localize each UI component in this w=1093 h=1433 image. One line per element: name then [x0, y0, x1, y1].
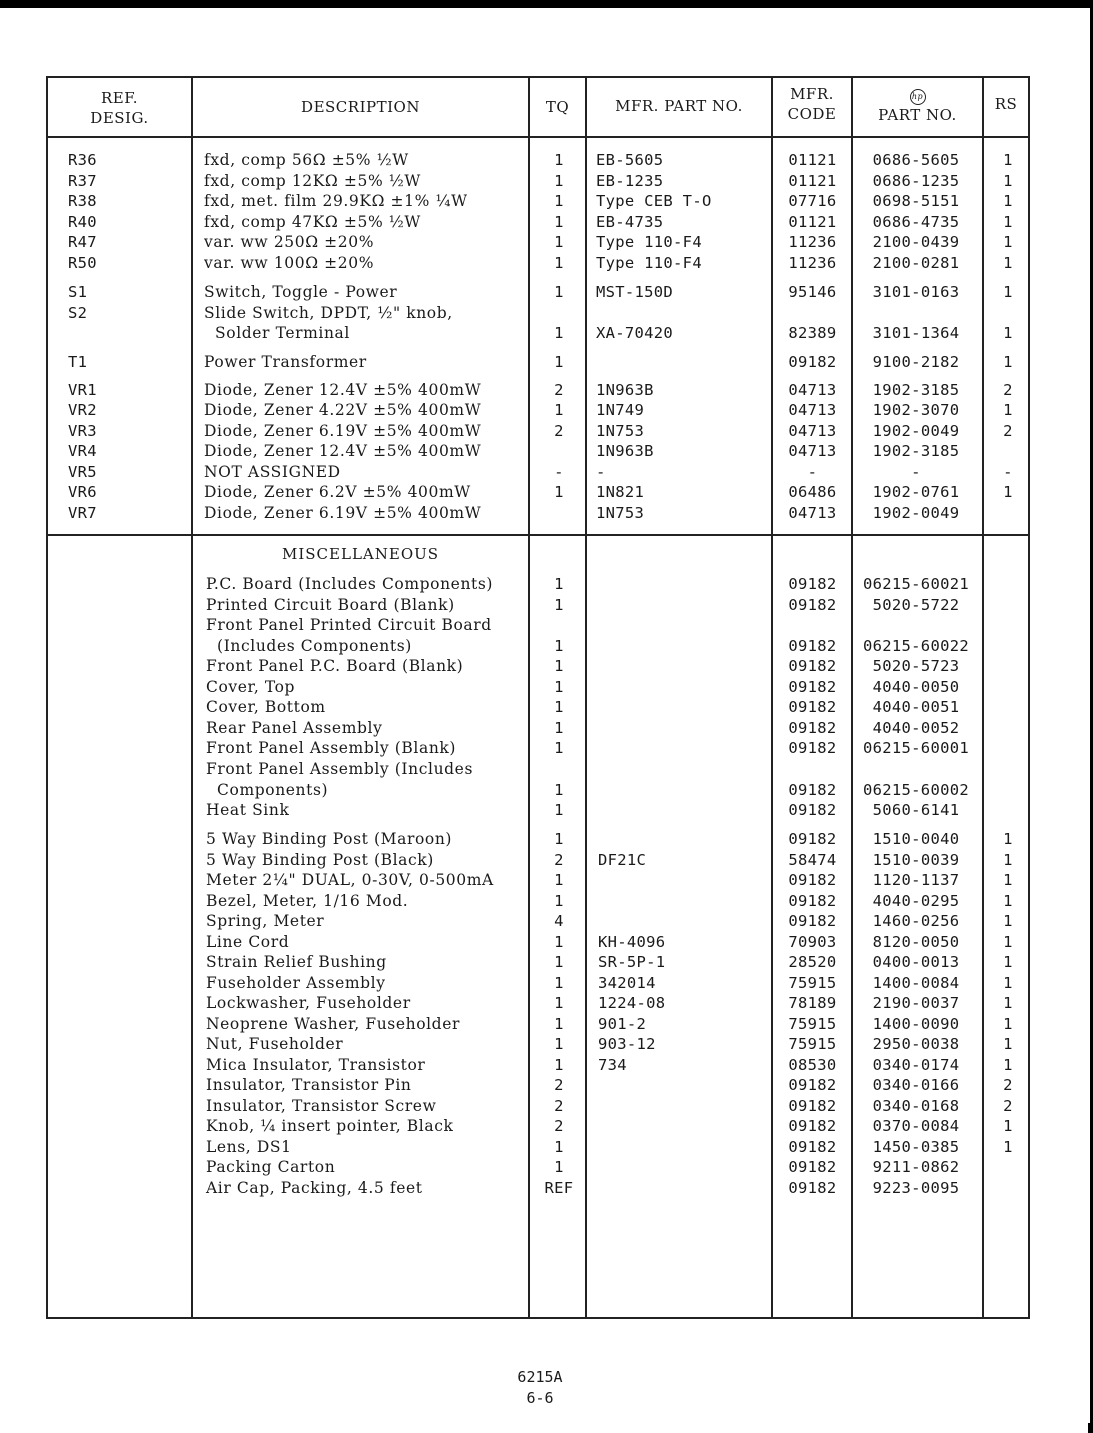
hp-part-number: 9223-0095	[872, 1179, 960, 1197]
header-divider	[46, 136, 1030, 138]
mfr-code: 04713	[788, 422, 837, 440]
mfr-part-number: EB-5605	[596, 151, 664, 169]
part-description: Spring, Meter	[206, 912, 325, 930]
mfr-code: 09182	[788, 698, 837, 716]
header-rs: RS	[994, 95, 1018, 113]
part-description: Nut, Fuseholder	[206, 1035, 344, 1053]
mfr-code: 09182	[788, 871, 837, 889]
mfr-part-number: Type CEB T-O	[596, 192, 712, 210]
column-divider	[528, 76, 530, 1319]
ref-desig: VR6	[68, 483, 97, 501]
misc-section-title: MISCELLANEOUS	[282, 545, 440, 563]
recommended-spares: 1	[1003, 1117, 1013, 1135]
part-description: 5 Way Binding Post (Black)	[206, 851, 434, 869]
total-quantity: 1	[554, 324, 564, 342]
recommended-spares: 1	[1003, 151, 1013, 169]
total-quantity: 1	[554, 698, 564, 716]
ref-desig: R40	[68, 213, 97, 231]
part-description: Bezel, Meter, 1/16 Mod.	[206, 892, 409, 910]
part-description: Air Cap, Packing, 4.5 feet	[206, 1179, 423, 1197]
mfr-code: 04713	[788, 401, 837, 419]
mfr-part-number: Type 110-F4	[596, 254, 702, 272]
hp-part-number: 3101-1364	[872, 324, 960, 342]
hp-part-number: 2100-0439	[872, 233, 960, 251]
hp-part-number: 06215-60021	[863, 575, 969, 593]
part-description: Switch, Toggle - Power	[204, 283, 398, 301]
part-description: var. ww 250Ω ±20%	[204, 233, 375, 251]
recommended-spares: 1	[1003, 994, 1013, 1012]
total-quantity: 1	[554, 830, 564, 848]
mfr-code: 75915	[788, 1015, 837, 1033]
part-description: Cover, Bottom	[206, 698, 326, 716]
total-quantity: 1	[554, 719, 564, 737]
hp-part-number: 06215-60022	[863, 637, 969, 655]
ref-desig: R37	[68, 172, 97, 190]
header-tq: TQ	[545, 98, 570, 116]
footer-page-number: 6-6	[526, 1389, 554, 1407]
mfr-part-number: 1N753	[596, 504, 645, 522]
part-description: Front Panel P.C. Board (Blank)	[206, 657, 464, 675]
hp-part-number: 0400-0013	[872, 953, 960, 971]
hp-part-number: 1400-0090	[872, 1015, 960, 1033]
header-description: DESCRIPTION	[301, 98, 420, 116]
hp-part-number: 1510-0040	[872, 830, 960, 848]
part-description: Printed Circuit Board (Blank)	[206, 596, 455, 614]
part-description: Meter 2¼" DUAL, 0-30V, 0-500mA	[206, 871, 494, 889]
recommended-spares: 1	[1003, 851, 1013, 869]
total-quantity: 1	[554, 1056, 564, 1074]
total-quantity: 1	[554, 1035, 564, 1053]
recommended-spares: 2	[1003, 381, 1013, 399]
hp-part-number: 4040-0050	[872, 678, 960, 696]
hp-part-number: 0686-4735	[872, 213, 960, 231]
part-description: Fuseholder Assembly	[206, 974, 386, 992]
part-description: Diode, Zener 12.4V ±5% 400mW	[204, 381, 482, 399]
mfr-part-number: 1224-08	[598, 994, 666, 1012]
mfr-code: 08530	[788, 1056, 837, 1074]
header-mfr-code	[773, 84, 851, 124]
recommended-spares: 1	[1003, 233, 1013, 251]
recommended-spares: 1	[1003, 401, 1013, 419]
part-description: Slide Switch, DPDT, ½" knob,	[204, 304, 453, 322]
part-description: Front Panel Assembly (Blank)	[206, 739, 457, 757]
hp-part-number: 0340-0174	[872, 1056, 960, 1074]
total-quantity: 1	[554, 151, 564, 169]
part-description: Line Cord	[206, 933, 290, 951]
mfr-code: 09182	[788, 801, 837, 819]
mfr-part-number: XA-70420	[596, 324, 674, 342]
part-description: fxd, comp 47KΩ ±5% ½W	[204, 213, 421, 231]
hp-part-number: 1902-0049	[872, 504, 960, 522]
mfr-code: 04713	[788, 504, 837, 522]
part-description: Diode, Zener 4.22V ±5% 400mW	[204, 401, 482, 419]
hp-logo-icon: hp	[910, 89, 926, 105]
mfr-code: 11236	[788, 233, 837, 251]
part-description: NOT ASSIGNED	[204, 463, 341, 481]
mfr-part-number: 903-12	[598, 1035, 656, 1053]
total-quantity: 1	[554, 283, 564, 301]
total-quantity: 1	[554, 1158, 564, 1176]
part-description: Front Panel Assembly (Includes	[206, 760, 474, 778]
part-description: Packing Carton	[206, 1158, 336, 1176]
part-description: Front Panel Printed Circuit Board	[206, 616, 492, 634]
part-description: Neoprene Washer, Fuseholder	[206, 1015, 460, 1033]
total-quantity: 1	[554, 596, 564, 614]
total-quantity: 1	[554, 871, 564, 889]
ref-desig: R47	[68, 233, 97, 251]
total-quantity: 1	[554, 892, 564, 910]
mfr-code: 09182	[788, 1138, 837, 1156]
total-quantity: -	[554, 463, 564, 481]
total-quantity: 1	[554, 657, 564, 675]
hp-part-number: 3101-0163	[872, 283, 960, 301]
total-quantity: 1	[554, 353, 564, 371]
mfr-code: 09182	[788, 912, 837, 930]
total-quantity: 1	[554, 994, 564, 1012]
recommended-spares: 1	[1003, 871, 1013, 889]
total-quantity: 1	[554, 953, 564, 971]
mfr-code: 09182	[788, 678, 837, 696]
hp-part-number: 8120-0050	[872, 933, 960, 951]
mfr-part-number: 1N963B	[596, 381, 654, 399]
total-quantity: 1	[554, 213, 564, 231]
total-quantity: 1	[554, 233, 564, 251]
hp-part-number: -	[911, 463, 921, 481]
header-hp-part	[853, 84, 982, 125]
header-mfr-code-line1: MFR.	[790, 85, 834, 103]
recommended-spares: 1	[1003, 830, 1013, 848]
total-quantity: 2	[554, 1117, 564, 1135]
recommended-spares: 1	[1003, 1015, 1013, 1033]
part-description: Diode, Zener 6.2V ±5% 400mW	[204, 483, 471, 501]
hp-part-number: 0698-5151	[872, 192, 960, 210]
recommended-spares: 1	[1003, 1035, 1013, 1053]
total-quantity: 1	[554, 801, 564, 819]
mfr-code: 04713	[788, 442, 837, 460]
recommended-spares: 1	[1003, 953, 1013, 971]
recommended-spares: 1	[1003, 172, 1013, 190]
ref-desig: T1	[68, 353, 88, 371]
mfr-part-number: Type 110-F4	[596, 233, 702, 251]
header-ref-line1: REF.	[100, 89, 139, 107]
total-quantity: 2	[554, 422, 564, 440]
recommended-spares: 1	[1003, 192, 1013, 210]
part-description: P.C. Board (Includes Components)	[206, 575, 494, 593]
ref-desig: VR5	[68, 463, 97, 481]
mfr-code: 75915	[788, 1035, 837, 1053]
part-description: Lockwasher, Fuseholder	[206, 994, 411, 1012]
mfr-part-number: 901-2	[598, 1015, 647, 1033]
total-quantity: 1	[554, 933, 564, 951]
column-divider	[982, 76, 984, 1319]
mfr-part-number: 1N821	[596, 483, 645, 501]
recommended-spares: 2	[1003, 1097, 1013, 1115]
part-description: Solder Terminal	[204, 324, 350, 342]
part-description: var. ww 100Ω ±20%	[204, 254, 375, 272]
part-description: Diode, Zener 12.4V ±5% 400mW	[204, 442, 482, 460]
mfr-code: 01121	[788, 213, 837, 231]
mfr-code: 58474	[788, 851, 837, 869]
total-quantity: 2	[554, 381, 564, 399]
recommended-spares: 1	[1003, 353, 1013, 371]
hp-part-number: 4040-0295	[872, 892, 960, 910]
recommended-spares: 1	[1003, 483, 1013, 501]
mfr-code: 11236	[788, 254, 837, 272]
recommended-spares: 1	[1003, 1056, 1013, 1074]
ref-desig: R38	[68, 192, 97, 210]
part-description: Heat Sink	[206, 801, 290, 819]
mfr-code: 75915	[788, 974, 837, 992]
mfr-code: 09182	[788, 637, 837, 655]
mfr-code: 09182	[788, 1179, 837, 1197]
mfr-code: 70903	[788, 933, 837, 951]
header-ref-line2: DESIG.	[90, 109, 149, 127]
ref-desig: S2	[68, 304, 88, 322]
part-description: Insulator, Transistor Screw	[206, 1097, 437, 1115]
hp-part-number: 1902-3185	[872, 442, 960, 460]
mfr-part-number: 734	[598, 1056, 627, 1074]
ref-desig: VR2	[68, 401, 97, 419]
mfr-code: 06486	[788, 483, 837, 501]
part-description: fxd, comp 12KΩ ±5% ½W	[204, 172, 421, 190]
hp-part-number: 2950-0038	[872, 1035, 960, 1053]
hp-part-number: 06215-60001	[863, 739, 969, 757]
total-quantity: 1	[554, 1138, 564, 1156]
total-quantity: 1	[554, 172, 564, 190]
mfr-part-number: EB-1235	[596, 172, 664, 190]
mfr-part-number: KH-4096	[598, 933, 666, 951]
header-mfr-code-line2: CODE	[787, 105, 837, 123]
total-quantity: 1	[554, 739, 564, 757]
mfr-code: 28520	[788, 953, 837, 971]
part-description: Knob, ¼ insert pointer, Black	[206, 1117, 454, 1135]
total-quantity: 1	[554, 974, 564, 992]
mfr-code: 09182	[788, 596, 837, 614]
scan-bottom-edge	[1088, 1423, 1093, 1433]
hp-part-number: 1510-0039	[872, 851, 960, 869]
recommended-spares: 1	[1003, 283, 1013, 301]
recommended-spares: 2	[1003, 1076, 1013, 1094]
mfr-part-number: SR-5P-1	[598, 953, 666, 971]
mfr-code: 01121	[788, 172, 837, 190]
total-quantity: 1	[554, 637, 564, 655]
mfr-part-number: 1N749	[596, 401, 645, 419]
recommended-spares: 1	[1003, 1138, 1013, 1156]
mfr-code: 09182	[788, 1117, 837, 1135]
scan-top-edge	[0, 0, 1093, 8]
recommended-spares: 1	[1003, 254, 1013, 272]
mfr-code: 07716	[788, 192, 837, 210]
mfr-code: -	[807, 463, 818, 481]
footer-model: 6215A	[517, 1368, 563, 1386]
total-quantity: REF	[544, 1179, 574, 1197]
hp-part-number: 2100-0281	[872, 254, 960, 272]
mfr-code: 09182	[788, 892, 837, 910]
part-description: Strain Relief Bushing	[206, 953, 387, 971]
ref-desig: VR3	[68, 422, 97, 440]
mfr-code: 78189	[788, 994, 837, 1012]
total-quantity: 1	[554, 254, 564, 272]
mfr-code: 01121	[788, 151, 837, 169]
recommended-spares: 1	[1003, 892, 1013, 910]
ref-desig: VR4	[68, 442, 97, 460]
total-quantity: 1	[554, 781, 564, 799]
hp-part-number: 0340-0168	[872, 1097, 960, 1115]
recommended-spares: -	[1003, 463, 1013, 481]
hp-part-number: 1902-0049	[872, 422, 960, 440]
total-quantity: 1	[554, 1015, 564, 1033]
total-quantity: 1	[554, 192, 564, 210]
mfr-code: 09182	[788, 1097, 837, 1115]
mfr-part-number: 1N963B	[596, 442, 654, 460]
recommended-spares: 1	[1003, 324, 1013, 342]
part-description: Rear Panel Assembly	[206, 719, 383, 737]
mfr-code: 09182	[788, 830, 837, 848]
part-description: Components)	[206, 781, 329, 799]
hp-part-number: 1902-3070	[872, 401, 960, 419]
recommended-spares: 1	[1003, 974, 1013, 992]
hp-part-number: 1902-3185	[872, 381, 960, 399]
mfr-code: 09182	[788, 575, 837, 593]
ref-desig: R36	[68, 151, 97, 169]
part-description: fxd, met. film 29.9KΩ ±1% ¼W	[204, 192, 468, 210]
mfr-code: 09182	[788, 1076, 837, 1094]
mfr-part-number: DF21C	[598, 851, 647, 869]
hp-part-number: 5020-5722	[872, 596, 960, 614]
total-quantity: 1	[554, 678, 564, 696]
mfr-code: 09182	[788, 739, 837, 757]
total-quantity: 2	[554, 851, 564, 869]
hp-part-number: 0340-0166	[872, 1076, 960, 1094]
part-description: 5 Way Binding Post (Maroon)	[206, 830, 453, 848]
total-quantity: 2	[554, 1097, 564, 1115]
recommended-spares: 1	[1003, 933, 1013, 951]
hp-part-number: 06215-60002	[863, 781, 969, 799]
recommended-spares: 2	[1003, 422, 1013, 440]
hp-part-number: 9211-0862	[872, 1158, 960, 1176]
section-divider	[46, 534, 1030, 536]
ref-desig: R50	[68, 254, 97, 272]
hp-part-number: 4040-0051	[872, 698, 960, 716]
mfr-code: 04713	[788, 381, 837, 399]
hp-part-number: 2190-0037	[872, 994, 960, 1012]
part-description: Mica Insulator, Transistor	[206, 1056, 426, 1074]
hp-part-number: 5060-6141	[872, 801, 960, 819]
total-quantity: 1	[554, 575, 564, 593]
hp-part-number: 5020-5723	[872, 657, 960, 675]
part-description: Diode, Zener 6.19V ±5% 400mW	[204, 422, 482, 440]
ref-desig: VR1	[68, 381, 97, 399]
total-quantity: 1	[554, 483, 564, 501]
recommended-spares: 1	[1003, 213, 1013, 231]
part-description: fxd, comp 56Ω ±5% ½W	[204, 151, 409, 169]
hp-part-number: 1460-0256	[872, 912, 960, 930]
total-quantity: 4	[554, 912, 564, 930]
part-description: (Includes Components)	[206, 637, 412, 655]
part-description: Diode, Zener 6.19V ±5% 400mW	[204, 504, 482, 522]
mfr-code: 95146	[788, 283, 837, 301]
mfr-part-number: -	[596, 463, 606, 481]
mfr-part-number: 1N753	[596, 422, 645, 440]
hp-part-number: 1120-1137	[872, 871, 960, 889]
hp-part-number: 4040-0052	[872, 719, 960, 737]
header-ref-desig	[48, 88, 191, 128]
part-description: Insulator, Transistor Pin	[206, 1076, 412, 1094]
mfr-code: 09182	[788, 353, 837, 371]
hp-part-number: 1450-0385	[872, 1138, 960, 1156]
part-description: Cover, Top	[206, 678, 296, 696]
hp-part-number: 0686-5605	[872, 151, 960, 169]
mfr-part-number: EB-4735	[596, 213, 664, 231]
hp-part-number: 0686-1235	[872, 172, 960, 190]
header-hp-part-label: PART NO.	[878, 106, 957, 124]
part-description: Lens, DS1	[206, 1138, 292, 1156]
mfr-code: 09182	[788, 719, 837, 737]
part-description: Power Transformer	[204, 353, 367, 371]
mfr-code: 09182	[788, 657, 837, 675]
total-quantity: 1	[554, 401, 564, 419]
mfr-code: 09182	[788, 1158, 837, 1176]
mfr-code: 09182	[788, 781, 837, 799]
recommended-spares: 1	[1003, 912, 1013, 930]
header-mfr-part: MFR. PART NO.	[615, 97, 743, 115]
hp-part-number: 9100-2182	[872, 353, 960, 371]
hp-part-number: 1902-0761	[872, 483, 960, 501]
mfr-code: 82389	[788, 324, 837, 342]
ref-desig: VR7	[68, 504, 97, 522]
hp-part-number: 0370-0084	[872, 1117, 960, 1135]
mfr-part-number: 342014	[598, 974, 656, 992]
total-quantity: 2	[554, 1076, 564, 1094]
hp-part-number: 1400-0084	[872, 974, 960, 992]
ref-desig: S1	[68, 283, 88, 301]
column-divider	[771, 76, 773, 1319]
column-divider	[191, 76, 193, 1319]
mfr-part-number: MST-150D	[596, 283, 674, 301]
